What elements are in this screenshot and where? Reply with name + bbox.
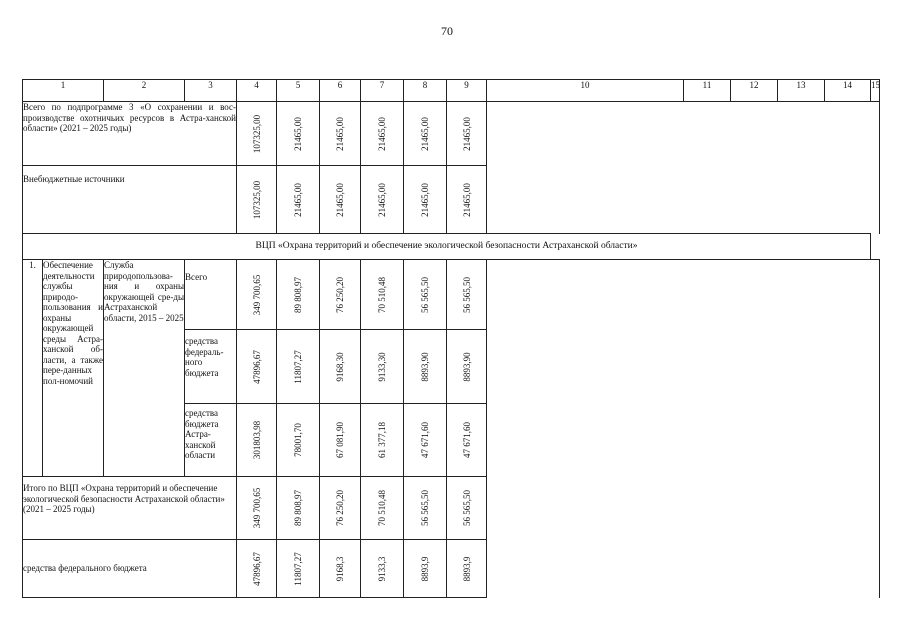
header-col-1: 1: [23, 80, 104, 102]
header-col-15: 15: [871, 80, 880, 102]
header-col-6: 6: [320, 80, 361, 102]
cell-value: 21465,00: [461, 182, 472, 217]
header-col-9: 9: [447, 80, 487, 102]
cell-value: 21465,00: [376, 182, 387, 217]
page-number: 70: [441, 24, 453, 38]
header-col-7: 7: [361, 80, 404, 102]
cell-value: 89 808,97: [292, 490, 303, 526]
row-label-extra-budget: Внебюджетные источники: [23, 166, 237, 234]
cell-value: 56 565,50: [419, 490, 430, 526]
cell-value: 47896,67: [251, 349, 262, 384]
cell-value: 56 565,50: [461, 490, 472, 526]
cell-value: 76 250,20: [334, 276, 345, 313]
cell-value: 21465,00: [419, 182, 430, 217]
row-label-fed-budget: средства федерального бюджета: [23, 540, 237, 598]
item-executor: Служба природопользова-ния и охраны окружающей сре-ды Астраханской области, 2015 – 2025: [104, 260, 185, 477]
cell-value: 8893,90: [461, 351, 472, 382]
sub-label-federal: средства федераль-ного бюджета: [185, 330, 237, 404]
cell-value: 9133,30: [376, 351, 387, 382]
cell-value: 56 565,50: [419, 276, 430, 313]
header-col-2: 2: [104, 80, 185, 102]
cell-value: 107325,00: [251, 114, 262, 153]
header-col-14: 14: [825, 80, 871, 102]
cell-value: 11807,27: [292, 551, 303, 586]
cell-value: 70 510,48: [376, 490, 387, 526]
header-col-8: 8: [404, 80, 447, 102]
cell-value: 9168,3: [334, 556, 345, 581]
cell-value: 107325,00: [251, 180, 262, 219]
cell-value: 9168,30: [334, 351, 345, 382]
cell-value: 67 081,90: [334, 422, 345, 458]
empty-area: [487, 260, 880, 598]
cell-value: 21465,00: [376, 116, 387, 151]
table-row: [23, 102, 880, 166]
item-activity: Обеспечение деятельности службы природо-пользования и охраны окружающей среды Астра-ханской об-ласти, а также пере-данных пол-номочий: [43, 260, 104, 477]
cell-value: 21465,00: [461, 116, 472, 151]
row-label-total-vcp: Итого по ВЦП «Охрана территорий и обеспечение экологической безопасности Астраханской области» (2021 – 2025 годы): [23, 477, 237, 540]
header-col-5: 5: [277, 80, 320, 102]
cell-value: 78001,70: [292, 423, 303, 457]
cell-value: 76 250,20: [334, 490, 345, 526]
item-number: 1.: [23, 260, 43, 477]
cell-value: 8893,90: [419, 351, 430, 382]
cell-value: 21465,00: [334, 116, 345, 151]
sub-label-all: Всего: [185, 260, 237, 330]
cell-value: 301803,98: [251, 420, 262, 460]
cell-value: 47896,67: [251, 551, 262, 586]
cell-value: 21465,00: [334, 182, 345, 217]
cell-value: 21465,00: [292, 182, 303, 217]
cell-value: 56 565,50: [461, 276, 472, 313]
header-col-10: 10: [487, 80, 684, 102]
cell-value: 11807,27: [292, 349, 303, 384]
cell-value: 47 671,60: [419, 422, 430, 458]
cell-value: 70 510,48: [376, 276, 387, 313]
sub-label-regional: средства бюджета Астра-ханской области: [185, 404, 237, 477]
empty-area: [487, 102, 880, 234]
cell-value: 9133,3: [376, 556, 387, 581]
cell-value: 349 700,65: [251, 274, 262, 315]
section-row: [23, 234, 880, 260]
section-title: ВЦП «Охрана территорий и обеспечение экологической безопасности Астраханской области»: [23, 234, 871, 260]
cell-value: 21465,00: [292, 116, 303, 151]
header-col-3: 3: [185, 80, 237, 102]
header-col-4: 4: [237, 80, 277, 102]
header-col-13: 13: [778, 80, 825, 102]
cell-value: 8893,9: [461, 556, 472, 581]
cell-value: 61 377,18: [376, 422, 387, 458]
header-row: [23, 80, 880, 102]
budget-table: [22, 79, 880, 598]
header-col-11: 11: [684, 80, 731, 102]
cell-value: 89 808,97: [292, 276, 303, 313]
cell-value: 47 671,60: [461, 422, 472, 458]
header-col-12: 12: [731, 80, 778, 102]
cell-value: 8893,9: [419, 556, 430, 581]
table-row: [23, 260, 880, 330]
cell-value: 21465,00: [419, 116, 430, 151]
row-label-total-sub3: Всего по подпрограмме 3 «О сохранении и вос-производстве охотничьих ресурсов в Астра-ханской области» (2021 – 2025 годы): [23, 102, 237, 166]
cell-value: 349 700,65: [251, 487, 262, 529]
